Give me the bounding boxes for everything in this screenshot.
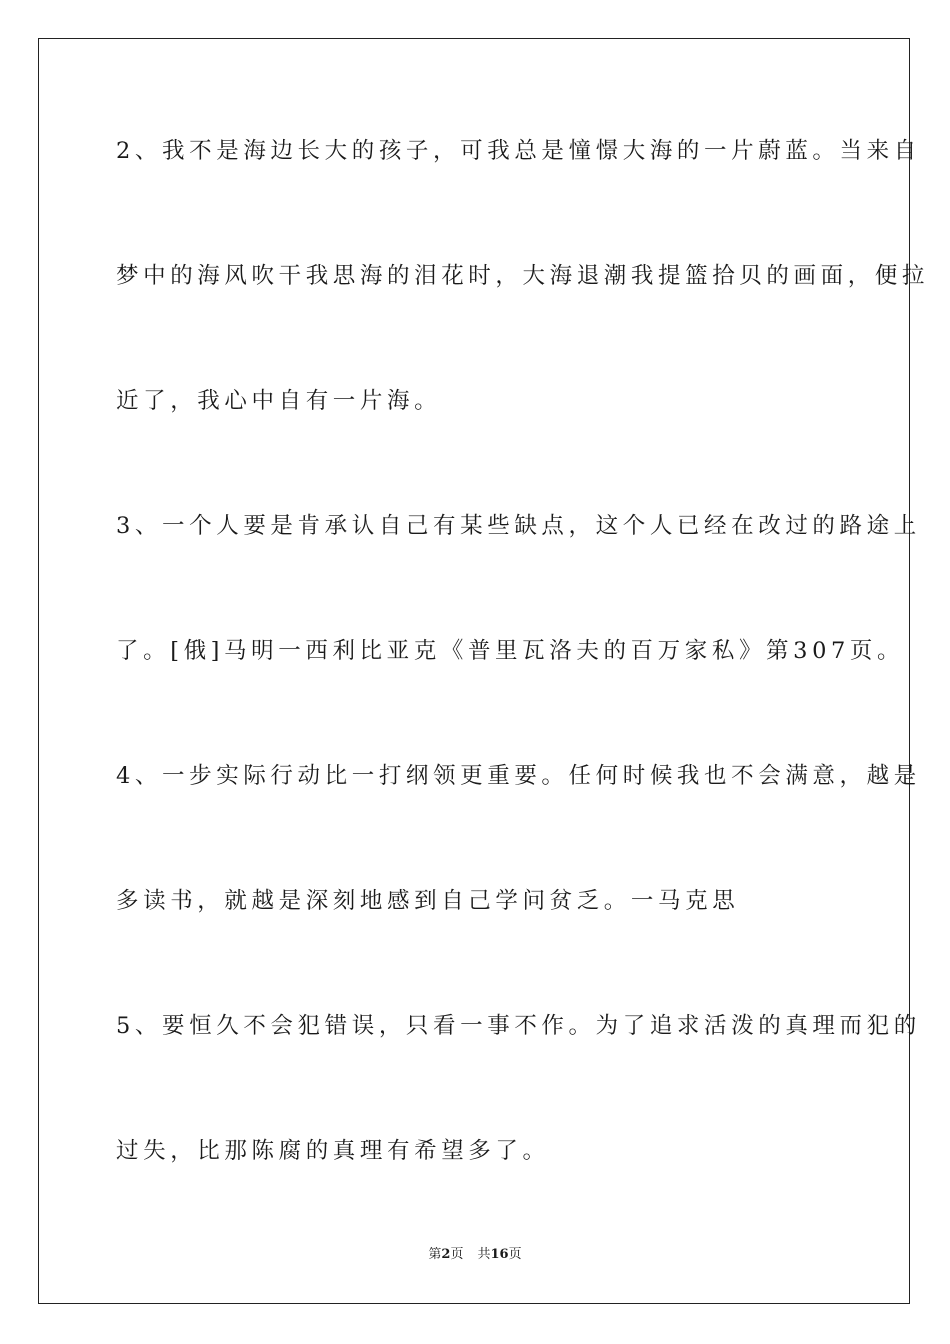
text-line: 3、一个人要是肯承认自己有某些缺点，这个人已经在改过的路途上 (116, 513, 921, 539)
text-line: 4、一步实际行动比一打纲领更重要。任何时候我也不会满意，越是 (116, 763, 921, 789)
page-number: 2 (441, 1247, 451, 1262)
total-suffix: 页 (508, 1247, 522, 1262)
page-prefix: 第 (428, 1247, 442, 1262)
text-line: 2、我不是海边长大的孩子，可我总是憧憬大海的一片蔚蓝。当来自 (116, 138, 921, 164)
page-suffix: 页 (450, 1247, 464, 1262)
total-prefix: 共 (477, 1247, 491, 1262)
page-border (38, 38, 910, 1304)
text-line: 多读书，就越是深刻地感到自己学问贫乏。一马克思 (116, 888, 740, 914)
text-line: 了。[俄]马明一西利比亚克《普里瓦洛夫的百万家私》第307页。 (116, 638, 905, 664)
total-pages: 16 (490, 1247, 509, 1262)
text-line: 过失，比那陈腐的真理有希望多了。 (116, 1138, 550, 1164)
text-line: 梦中的海风吹干我思海的泪花时，大海退潮我提篮拾贝的画面，便拉 (116, 263, 930, 289)
page-footer (0, 1246, 950, 1264)
text-line: 5、要恒久不会犯错误，只看一事不作。为了追求活泼的真理而犯的 (116, 1013, 921, 1039)
text-line: 近了，我心中自有一片海。 (116, 388, 442, 414)
